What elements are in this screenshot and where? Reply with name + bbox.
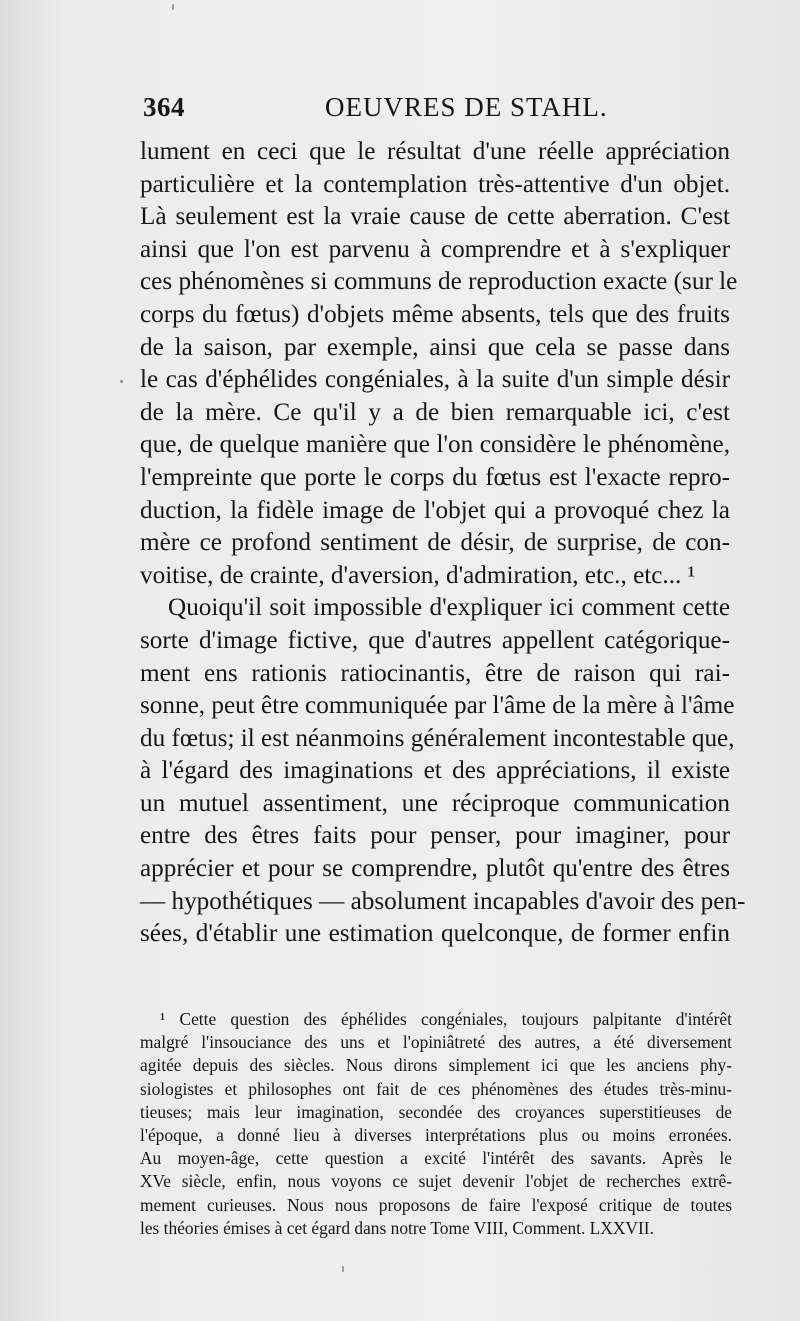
running-head: OEUVRES DE STAHL. xyxy=(325,92,608,122)
body-line: mère ce profond sentiment de désir, de surprise, de con- xyxy=(140,529,730,557)
paper-speck xyxy=(172,4,174,10)
body-line: particulière et la contemplation très-attentive d'un objet. xyxy=(140,170,730,198)
footnote-line: ¹ Cette question des éphélides congéniales, toujours palpitante d'intérêt xyxy=(160,1009,732,1029)
body-line: apprécier et pour se comprendre, plutôt qu'entre des êtres xyxy=(140,855,730,883)
body-line: sées, d'établir une estimation quelconque, de former enfin xyxy=(140,920,730,948)
body-line: duction, la fidèle image de l'objet qui a provoqué chez la xyxy=(140,496,730,524)
footnote-line: XVe siècle, enfin, nous voyons ce sujet devenir l'objet de recherches extrê- xyxy=(140,1171,732,1192)
body-line: Là seulement est la vraie cause de cette aberration. C'est xyxy=(140,203,730,231)
footnote-line: tieuses; mais leur imagination, secondée des croyances superstitieuses de xyxy=(140,1101,732,1122)
body-line: lument en ceci que le résultat d'une réelle appréciation xyxy=(140,138,730,165)
footnote-line: agitée depuis des siècles. Nous dirons simplement ici que les anciens phy- xyxy=(140,1055,732,1076)
body-line: — hypothétiques — absolument incapables d'avoir des pen- xyxy=(140,887,746,915)
body-line: le cas d'éphélides congéniales, à la suite d'un simple désir xyxy=(140,366,730,394)
body-line: à l'égard des imaginations et des appréciations, il existe xyxy=(140,757,730,785)
footnote-line: siologistes et philosophes ont fait de ces phénomènes des études très-minu- xyxy=(140,1078,732,1099)
footnote-line: malgré l'insouciance des uns et l'opiniâtreté des autres, a été diversement xyxy=(140,1032,732,1053)
body-line: voitise, de crainte, d'aversion, d'admiration, etc., etc... ¹ xyxy=(140,561,696,589)
footnote-line: les théories émises à cet égard dans notre Tome VIII, Comment. LXXVII. xyxy=(140,1217,654,1238)
footnote-line: Au moyen-âge, cette question a excité l'intérêt des savants. Après le xyxy=(140,1148,732,1169)
body-line: que, de quelque manière que l'on considère le phénomène, xyxy=(140,431,730,459)
body-line: un mutuel assentiment, une réciproque communication xyxy=(140,789,730,817)
body-line: sonne, peut être communiquée par l'âme de la mère à l'âme xyxy=(140,692,735,720)
body-line: ainsi que l'on est parvenu à comprendre et à s'expliquer xyxy=(140,235,730,263)
body-line: l'empreinte que porte le corps du fœtus est l'exacte repro- xyxy=(140,463,730,491)
footnote-line: l'époque, a donné lieu à diverses interprétations plus ou moins erronées. xyxy=(140,1124,732,1145)
paper-speck xyxy=(342,1266,344,1272)
body-line: ment ens rationis ratiocinantis, être de raison qui rai- xyxy=(140,659,730,687)
body-line: ces phénomènes si communs de reproduction exacte (sur le xyxy=(140,268,738,296)
body-line: Quoiqu'il soit impossible d'expliquer ici comment cette xyxy=(168,594,730,622)
body-line: entre des êtres faits pour penser, pour imaginer, pour xyxy=(140,822,730,850)
page-header xyxy=(143,92,733,128)
page-number: 364 xyxy=(143,92,185,122)
body-line: de la mère. Ce qu'il y a de bien remarquable ici, c'est xyxy=(140,398,730,426)
body-text xyxy=(140,136,746,951)
body-line: corps du fœtus) d'objets même absents, tels que des fruits xyxy=(140,300,730,328)
footnote xyxy=(140,1008,732,1240)
body-line: sorte d'image fictive, que d'autres appellent catégorique- xyxy=(140,626,730,654)
body-line: de la saison, par exemple, ainsi que cela se passe dans xyxy=(140,333,730,361)
body-line: du fœtus; il est néanmoins généralement incontestable que, xyxy=(140,724,735,752)
paper-speck xyxy=(120,380,123,383)
footnote-line: mement curieuses. Nous nous proposons de faire l'exposé critique de toutes xyxy=(140,1194,732,1215)
